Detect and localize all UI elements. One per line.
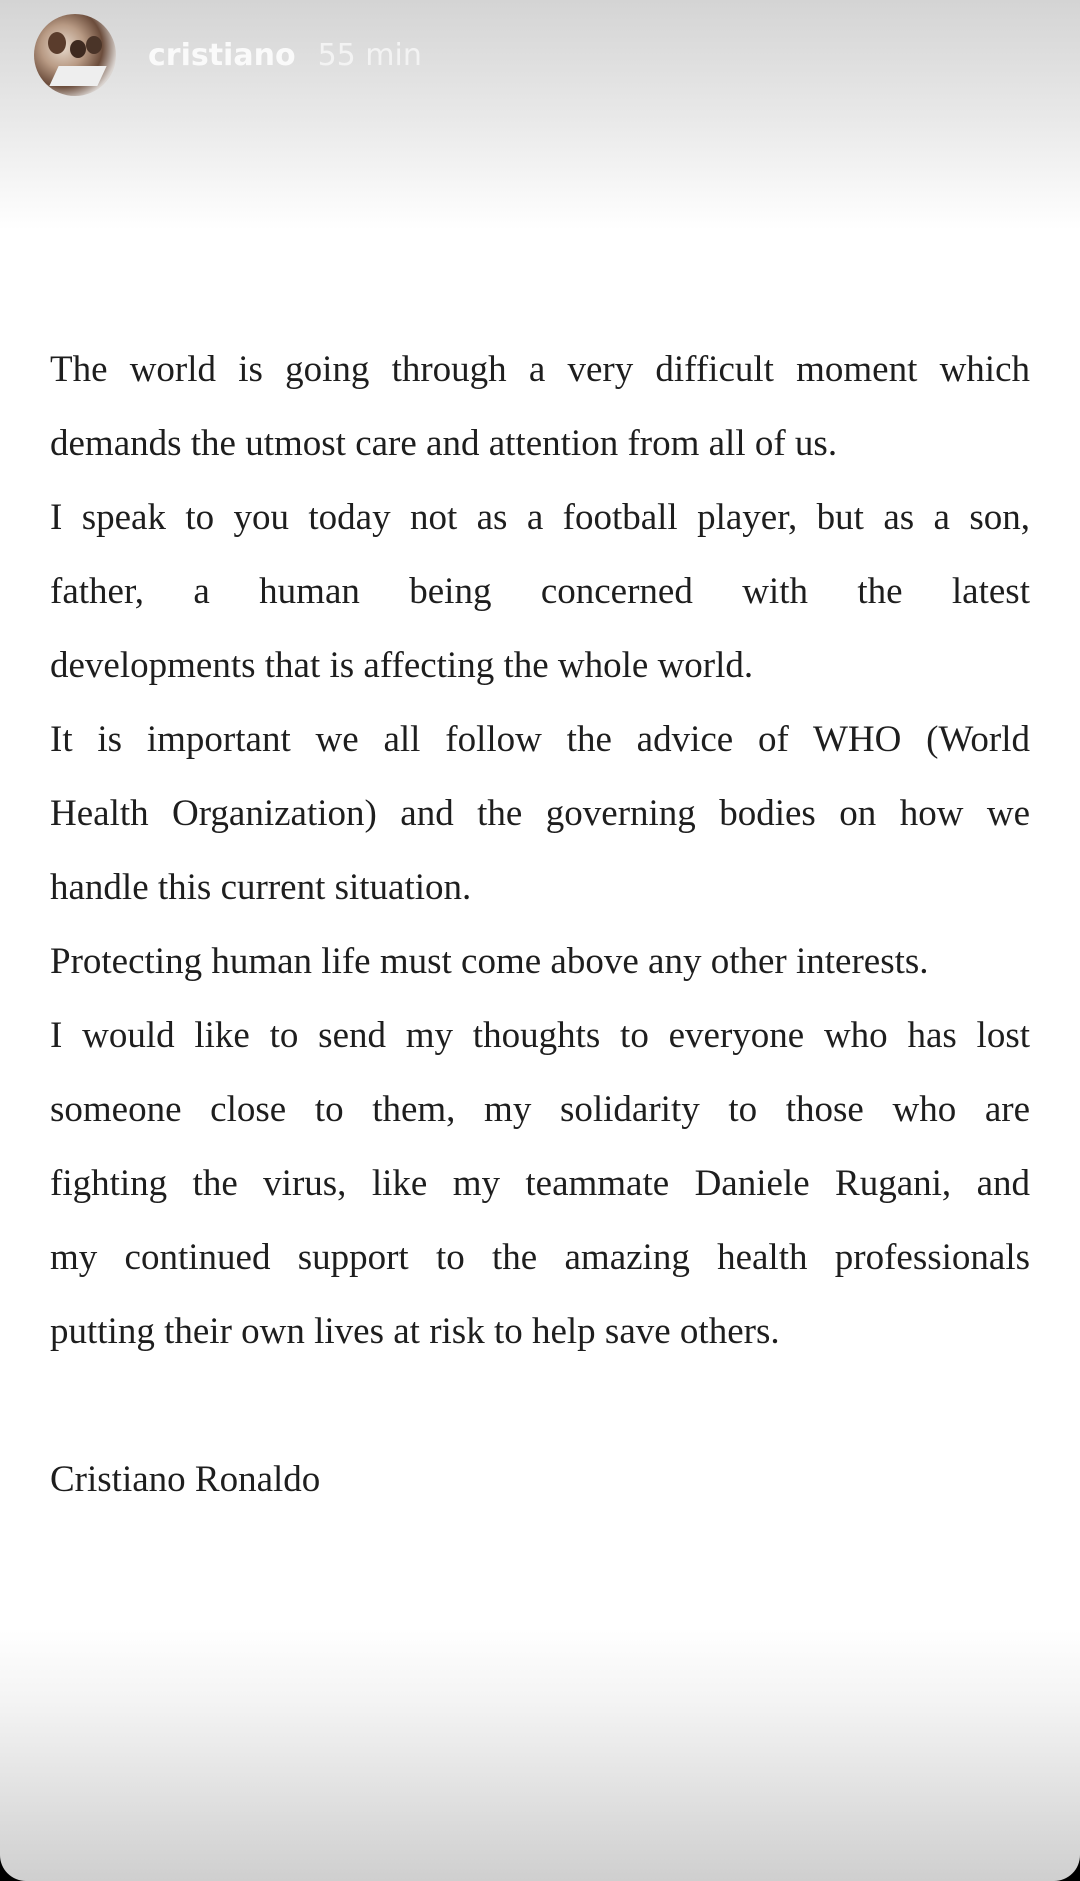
message-line: putting their own lives at risk to help save others. [50, 1311, 780, 1352]
message-line: Protecting human life must come above any other interests. [50, 941, 929, 982]
story-header [34, 14, 422, 96]
avatar-photo-detail [86, 36, 102, 54]
message-line: handle this current situation. [50, 867, 472, 908]
message-line: I would like to send my thoughts to everyone who has lost [50, 1015, 1030, 1056]
message-line: I speak to you today not as a football player, but as a son, [50, 497, 1030, 538]
signature: Cristiano Ronaldo [50, 1459, 321, 1500]
avatar-photo-detail [49, 66, 106, 86]
message-line: someone close to them, my solidarity to those who are [50, 1089, 1030, 1130]
message-text [50, 333, 1030, 1517]
avatar-photo-detail [70, 40, 86, 58]
message-line: developments that is affecting the whole world. [50, 645, 754, 686]
message-line: The world is going through a very difficult moment which [50, 349, 1030, 390]
message-line: fighting the virus, like my teammate Daniele Rugani, and [50, 1163, 1030, 1204]
message-paragraph [50, 481, 1030, 703]
message-line: Health Organization) and the governing bodies on how we [50, 793, 1030, 834]
message-line: father, a human being concerned with the latest [50, 571, 1030, 612]
post-time: 55 min [317, 37, 422, 73]
message-line: my continued support to the amazing health professionals [50, 1237, 1030, 1278]
avatar-photo-detail [48, 32, 66, 54]
message-paragraph [50, 999, 1030, 1369]
message-paragraph [50, 333, 1030, 481]
message-line: demands the utmost care and attention from all of us. [50, 423, 838, 464]
avatar[interactable] [34, 14, 116, 96]
username[interactable]: cristiano [148, 37, 296, 73]
message-line: It is important we all follow the advice of WHO (World [50, 719, 1030, 760]
message-paragraph [50, 703, 1030, 925]
message-paragraph [50, 925, 1030, 999]
